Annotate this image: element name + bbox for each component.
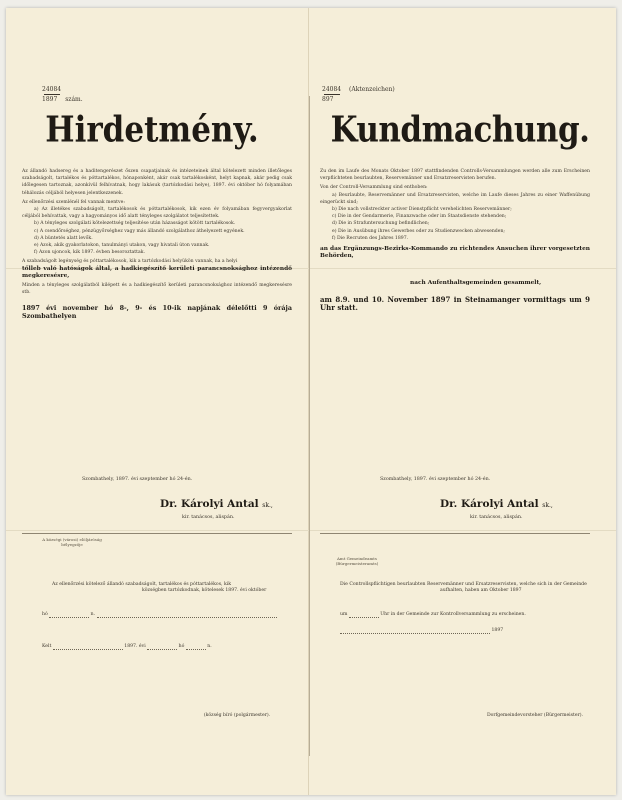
form-subline: aufhalten, haben am Oktober 1897 [440,588,522,593]
form-time-row [340,612,600,618]
form-blank[interactable] [97,613,277,618]
highlight-line: tőlleb való hatóságok által, a hadkiegészítő kerületi parancsnoksághoz intézendő megkeresésre, [22,265,292,279]
form-year: 1897 [491,628,504,633]
form-blank[interactable] [49,613,89,618]
paragraph: Von der Controll-Versammlung sind enthoben: [320,185,428,191]
ref-suffix: szám. [65,96,83,103]
highlight-line: an das Ergänzungs-Bezirks-Kommando zu richtendes Ansuchen ihrer vorgesetzten Behörden, [320,246,590,260]
paragraph: a) Beurlaubte, Reservemänner und Ersatzreservisten, welche im Laufe dieses Jahres zu einer Waffenübung eingerückt sind; [320,192,590,205]
form-blank[interactable] [53,645,123,650]
signature-suffix: sk., [262,502,273,509]
paragraph: d) A büntetés alatt levők. [34,235,93,241]
poster-title: Kundmachung. [330,109,590,151]
form-sign-row [42,644,302,650]
form-blank[interactable] [186,645,206,650]
signature-name: Dr. Károlyi Antal [160,498,259,510]
signature [440,498,553,510]
form-year: 1897. évi [124,644,146,649]
form-day-label: n. [90,612,96,617]
paragraph: b) A tényleges szolgálati kötelezettség teljesítése után házasságot kötött tartalékosok. [34,221,236,227]
ref-rule [44,94,60,95]
form-signer: (község bíró (polgármester). [203,713,271,718]
signature-name: Dr. Károlyi Antal [440,498,539,510]
ref-year: 897 [322,96,334,103]
form-n-label: n. [207,644,212,649]
paragraph: Az ellenőrzési szemlénél fel vannak mentve: [22,199,125,205]
assembly-date-line: am 8.9. und 10. November 1897 in Steinamanger vormittags um 9 Uhr statt. [320,294,590,312]
signature-title: kir. tanácsos, alispán. [470,515,523,520]
form-block [340,582,600,594]
paragraph: c) A csendőrséghez, pénzügyőrséghez vagy más állandó szolgálathoz áthelyezett egyének. [34,228,245,234]
ref-year: 1897 [42,96,58,103]
column-divider [309,96,310,756]
hungarian-column [22,0,304,800]
form-block [52,582,302,594]
stamp-label: Amt Gemeindeamts (Bürgermeisteramts) [335,556,379,566]
reference-number [322,86,395,103]
signature-suffix: sk., [542,502,553,509]
form-heading: Az ellenőrzési kötelező állandó szabadságolt, tartalékos és póttartalékos, kik [52,582,232,587]
paragraph: Zu den im Laufe des Monats Oktober 1897 stattfindenden Controlls-Versammlungen werden alle zum Erscheinen verpflichteten beurlaubten, Reservemänner und Ersatzreservisten berufen. [320,169,590,182]
stamp-label: A községi (városi) elöljáróság bélyegzője [42,537,102,547]
form-year-row [340,628,600,634]
ref-suffix: (Aktenzeichen) [349,86,395,93]
form-date-row [42,612,302,618]
place-date: Szombathely, 1897. évi szeptember hó 24-én. [82,477,193,482]
assembly-date-line: 1897 évi november hó 8-, 9- és 10-ik napjának délelőtti 9 órája Szombathelyen [22,304,292,321]
paragraph: A szabadságolt legénység és póttartalékosok, kik a tartózkodási helyükön vannak, ha a helyi [22,259,238,265]
form-subline: községben tartózkodnak, kötelesek 1897. évi október [142,588,267,593]
form-separator [320,533,590,534]
form-am-label: um [340,612,348,617]
form-blank[interactable] [349,613,379,618]
form-month-label: hó [42,612,48,617]
form-signer: Dorfgemeindevorsteher (Bürgermeister). [486,713,584,718]
form-blank[interactable] [340,629,490,634]
form-dated-label: Kelt [42,644,52,649]
paragraph: e) Azok, akik gyakorlatokon, tanulmányi utakon, vagy hivatali úton vannak. [34,243,210,249]
form-heading: Die Controllspflichtigen beurlaubten Reservemänner und Ersatzreservisten, welche sich in der Gemeinde [340,582,587,587]
paragraph: a) Az illetékes szabadságolt, tartalékosok és póttartalékosok, kik ezen év folyamában fegyvergyakorlat céljából behívattak, vagy a hagyományos idő alatt tényleges szolgálatot teljesítettek. [22,207,292,220]
paragraph: Az állandó hadsereg és a haditengerészet őszen csapatjainak és intézeteinek által kötelezett minden illetőleges szabadságolt, tartalékos és póttartalékos, hónaponként, akár csak tartalékosként, helyt kapnak, akár pedig csak időlegesen tartoznak, azonkívül felhívatnak, hogy lakásuk (tartózkodási helye), 1897. évi október hó folyamában téhálozás céljából helyesen jelentkezzenek. [22,169,292,196]
collect-line: nach Aufenthaltsgemeinden gesammelt, [410,280,542,287]
paragraph: f) Die Recruten des Jahres 1897. [332,235,409,241]
place-date: Szombathely, 1897. évi szeptember hó 24-én. [380,477,491,482]
signature [160,498,273,510]
poster-title: Hirdetmény. [45,109,259,151]
paragraph: c) Die in der Gendarmerie, Finanzwache oder im Staatsdienste stehenden; [332,214,507,220]
body-text [22,168,292,320]
ref-number-value: 24084 [42,86,62,93]
body-text [320,168,590,312]
reference-number [42,86,83,103]
paragraph: Minden a tényleges szolgálatból kilépett és a hadkiegészítő kerületi parancsnoksághoz intézendő megkeresésre stb. [22,283,292,296]
form-time-text: Uhr in der Gemeinde zur Kontrollversammlung zu erscheinen. [380,612,526,617]
form-blank[interactable] [147,645,177,650]
paragraph: b) Die nach vollstreckter activer Dienstpflicht verehelichten Reservemänner; [332,207,512,213]
signature-title: kir. tanácsos, alispán. [182,515,235,520]
paragraph: d) Die in Strafuntersuchung befindlichen; [332,221,430,227]
ref-number-value: 24084 [322,86,342,93]
german-column [320,0,602,800]
paragraph: f) Azon ujoncok, kik 1897. évben besoroztattak. [34,250,145,256]
form-ho-label: hó [178,644,185,649]
form-separator [22,533,292,534]
ref-rule [324,94,340,95]
paragraph: e) Die in Ausübung ihres Gewerbes oder zu Studienzwecken abwesenden; [332,228,505,234]
